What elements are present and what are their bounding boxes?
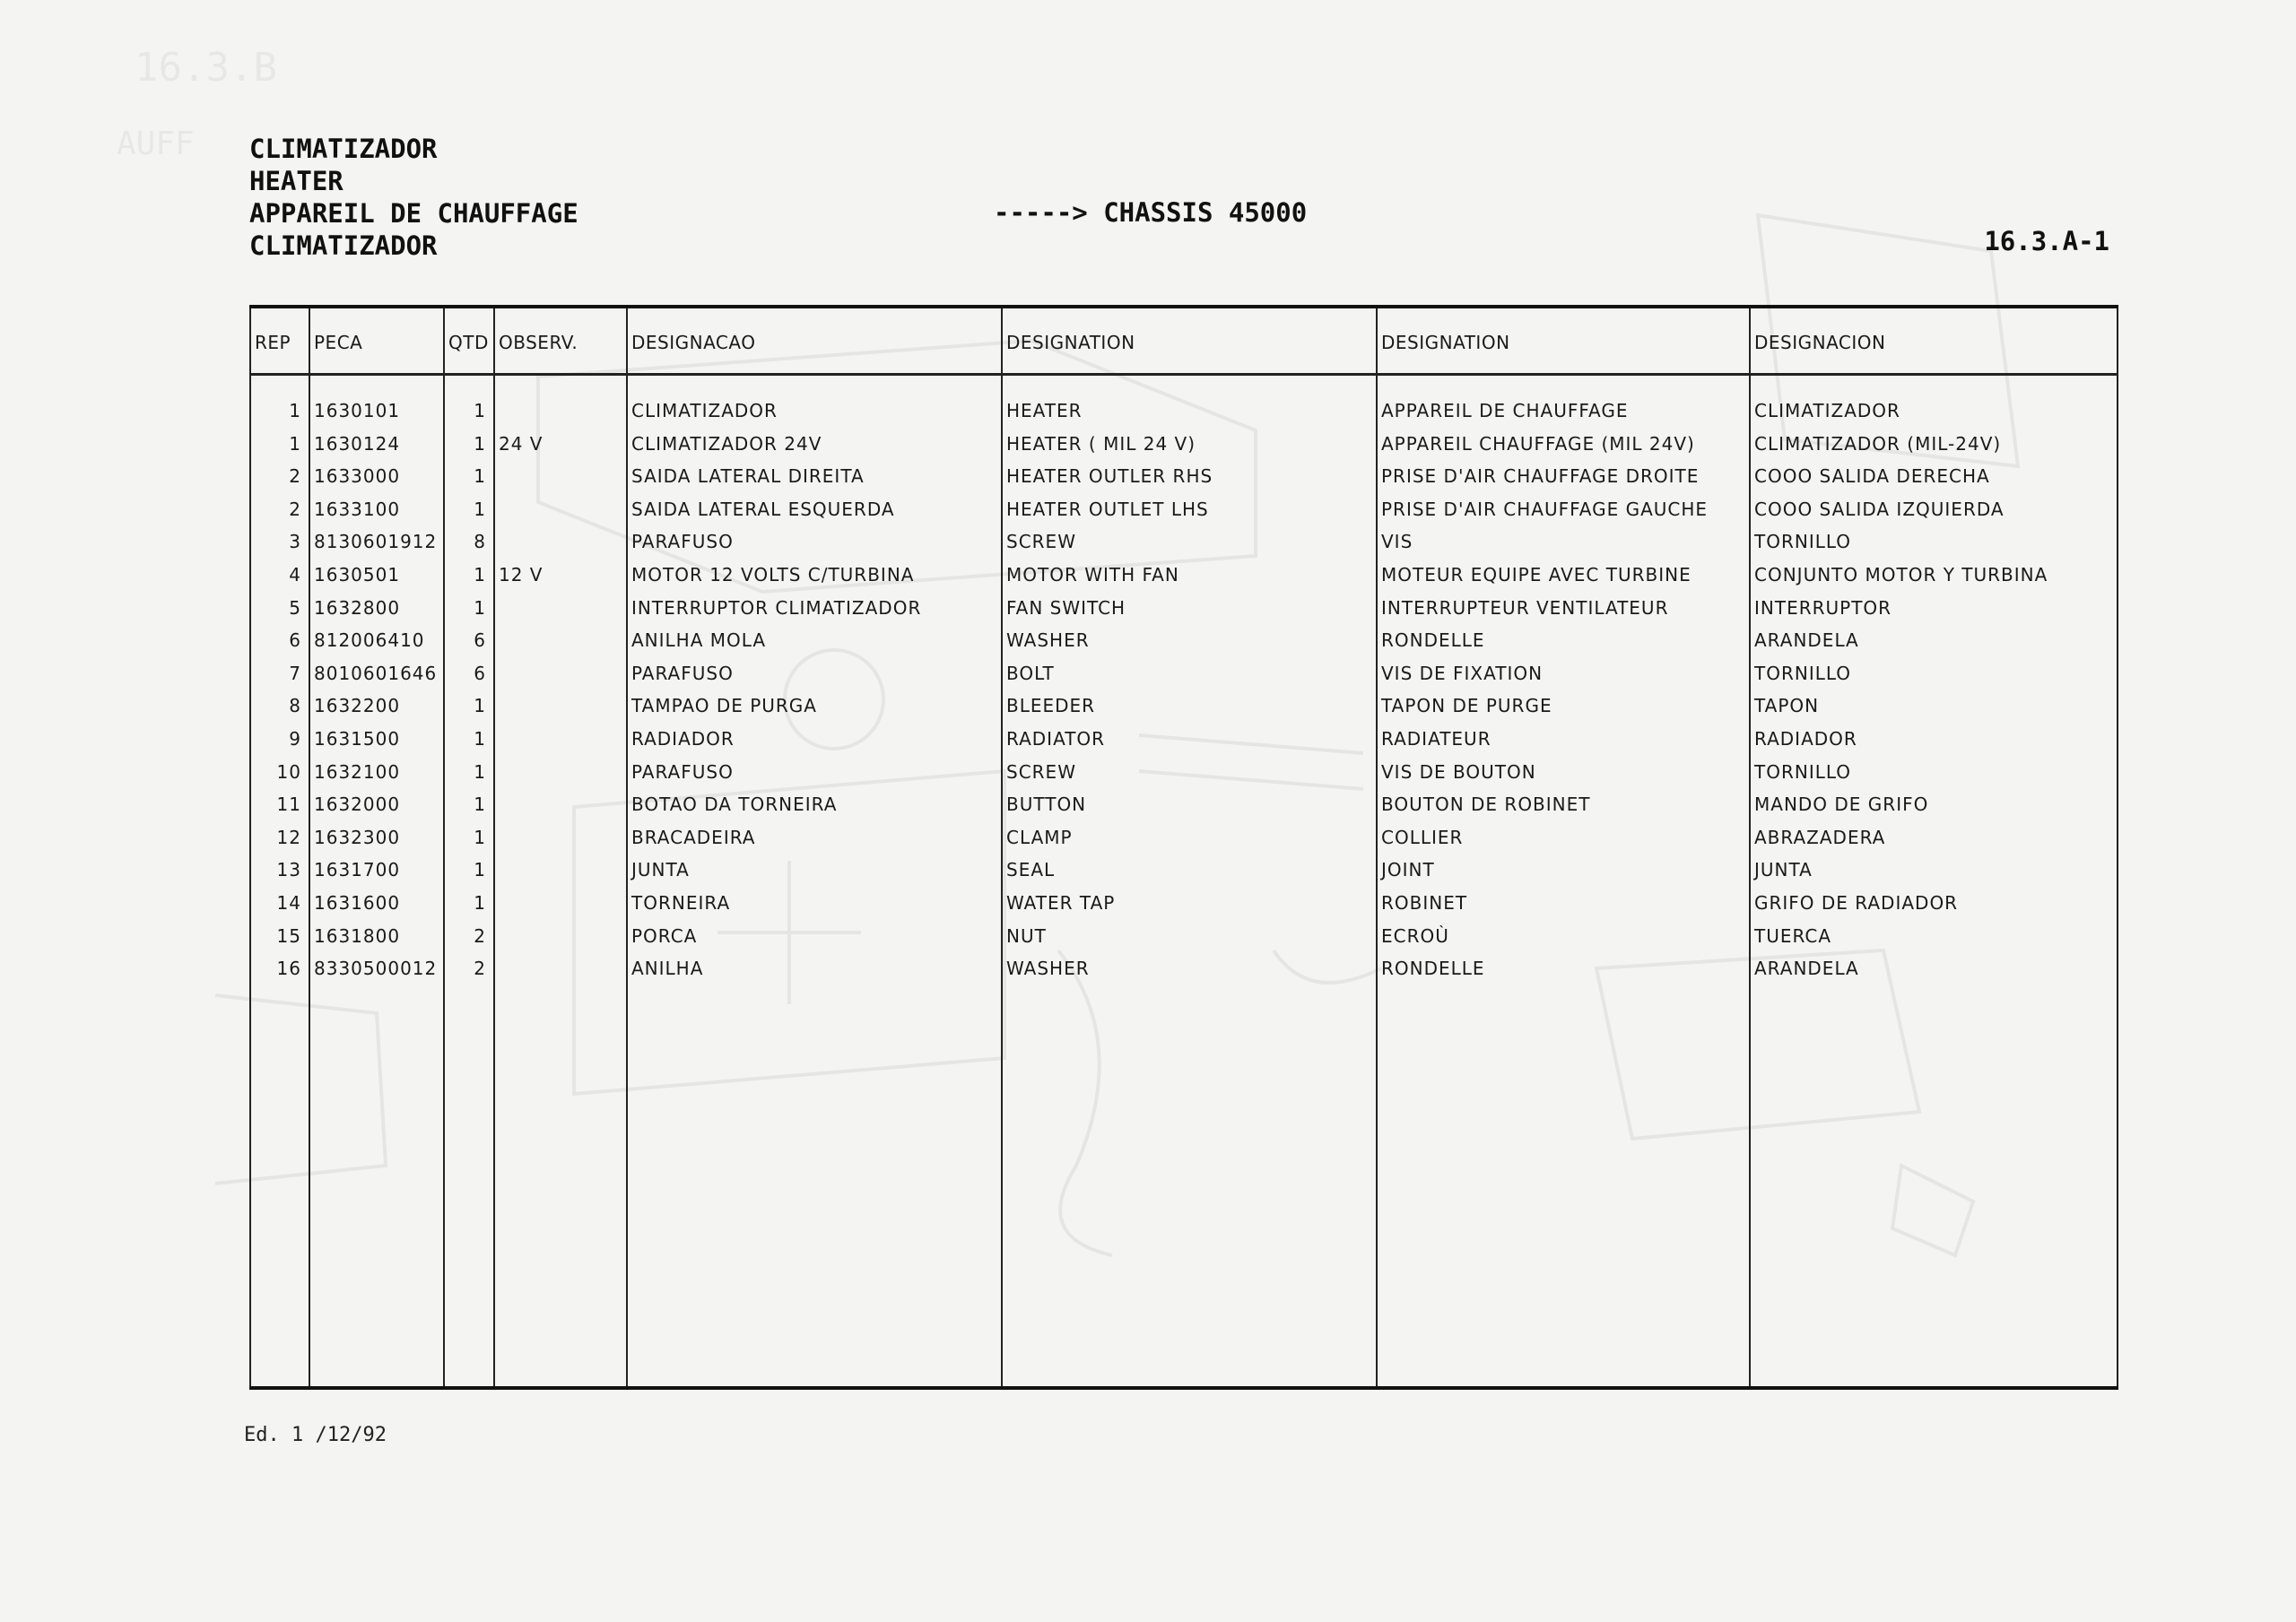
cell-designation-en: HEATER OUTLET LHS [1006,498,1209,520]
cell-qtd: 1 [474,728,486,750]
cell-peca: 1632200 [314,695,401,717]
cell-peca: 1631800 [314,924,401,947]
cell-designacion: CLIMATIZADOR (MIL-24V) [1754,432,2002,455]
cell-qtd: 1 [474,826,486,848]
column-divider [493,308,495,1386]
cell-designacao: PARAFUSO [631,662,734,684]
title-english: HEATER [249,166,344,196]
column-header-peca: PECA [314,332,363,353]
cell-designation-en: CLAMP [1006,826,1073,848]
cell-designation-fr: VIS DE FIXATION [1381,662,1544,684]
cell-qtd: 1 [474,498,486,520]
cell-designation-en: HEATER OUTLER RHS [1006,465,1213,488]
cell-peca: 1631700 [314,859,401,881]
cell-designacao: MOTOR 12 VOLTS C/TURBINA [631,564,915,585]
cell-designation-fr: RADIATEUR [1381,728,1492,750]
cell-rep: 9 [289,728,301,750]
cell-designacion: CLIMATIZADOR [1754,400,1900,421]
cell-designacao: PORCA [631,924,698,947]
cell-qtd: 6 [474,629,486,652]
cell-rep: 8 [289,695,301,717]
cell-designacion: TUERCA [1754,924,1832,947]
cell-designacao: INTERRUPTOR CLIMATIZADOR [631,596,922,619]
cell-peca: 1631500 [314,728,401,750]
cell-designacion: MANDO DE GRIFO [1754,794,1929,816]
cell-designation-en: BLEEDER [1006,695,1096,717]
cell-designation-fr: TAPON DE PURGE [1381,695,1552,717]
cell-rep: 16 [276,958,301,980]
cell-designacao: PARAFUSO [631,531,734,553]
cell-rep: 10 [276,760,301,783]
cell-designacao: ANILHA [631,958,704,980]
cell-designation-fr: PRISE D'AIR CHAUFFAGE GAUCHE [1381,498,1709,520]
cell-qtd: 2 [474,958,486,980]
cell-peca: 8130601912 [314,531,438,553]
cell-qtd: 1 [474,859,486,881]
cell-designacion: ARANDELA [1754,629,1859,652]
ghost-text-page-number: 16.3.B [135,45,277,91]
cell-designacao: BRACADEIRA [631,826,756,848]
cell-designation-fr: ECROÙ [1381,924,1449,947]
cell-designation-fr: PRISE D'AIR CHAUFFAGE DROITE [1381,465,1700,488]
column-divider [1749,308,1751,1386]
cell-qtd: 8 [474,531,486,553]
cell-qtd: 2 [474,924,486,947]
cell-peca: 1632000 [314,794,401,816]
document-titles [249,133,578,262]
cell-peca: 1630124 [314,432,401,455]
cell-qtd: 1 [474,564,486,585]
cell-designacao: ANILHA MOLA [631,629,767,652]
cell-designacion: ARANDELA [1754,958,1859,980]
column-header-rep: REP [255,332,291,353]
cell-peca: 8330500012 [314,958,438,980]
cell-rep: 14 [276,892,301,914]
cell-peca: 8010601646 [314,662,438,684]
cell-peca: 1632800 [314,596,401,619]
title-french: APPAREIL DE CHAUFFAGE [249,198,578,229]
cell-designacion: TORNILLO [1754,662,1852,684]
cell-designation-fr: APPAREIL CHAUFFAGE (MIL 24V) [1381,432,1695,455]
column-divider [2117,308,2118,1386]
parts-table [249,305,2118,1390]
cell-designacao: TORNEIRA [631,892,731,914]
cell-designacao: RADIADOR [631,728,735,750]
cell-rep: 15 [276,924,301,947]
cell-designacion: GRIFO DE RADIADOR [1754,892,1959,914]
cell-designation-en: BOLT [1006,662,1055,684]
cell-designation-fr: RONDELLE [1381,958,1485,980]
column-header-qtd: QTD [448,332,489,353]
cell-designacion: ABRAZADERA [1754,826,1886,848]
column-divider [309,308,310,1386]
cell-rep: 6 [289,629,301,652]
cell-peca: 1630101 [314,400,401,421]
column-header-observ: OBSERV. [499,332,578,353]
cell-rep: 4 [289,564,301,585]
cell-qtd: 1 [474,465,486,488]
cell-designacao: PARAFUSO [631,760,734,783]
cell-designation-fr: INTERRUPTEUR VENTILATEUR [1381,596,1669,619]
cell-designacion: TORNILLO [1754,760,1852,783]
chassis-reference: -----> CHASSIS 45000 [994,197,1308,228]
column-header-designation-en: DESIGNATION [1006,332,1135,353]
page-reference: 16.3.A-1 [1984,226,2109,256]
cell-designation-en: RADIATOR [1006,728,1106,750]
ghost-text-fragment: AUFF [117,126,195,162]
title-spanish: CLIMATIZADOR [249,230,438,261]
cell-designacion: JUNTA [1754,859,1813,881]
cell-designacion: COOO SALIDA IZQUIERDA [1754,498,2005,520]
cell-peca: 1632300 [314,826,401,848]
cell-designacion: TAPON [1754,695,1820,717]
cell-observ: 12 V [499,564,544,585]
cell-designacion: INTERRUPTOR [1754,596,1892,619]
cell-qtd: 1 [474,400,486,421]
cell-designacao: JUNTA [631,859,690,881]
cell-designation-en: WATER TAP [1006,892,1116,914]
edition-note: Ed. 1 /12/92 [244,1424,387,1446]
cell-designacion: CONJUNTO MOTOR Y TURBINA [1754,564,2048,585]
column-divider [626,308,628,1386]
cell-qtd: 1 [474,892,486,914]
cell-rep: 7 [289,662,301,684]
cell-designacion: COOO SALIDA DERECHA [1754,465,1990,488]
cell-peca: 1633100 [314,498,401,520]
cell-rep: 11 [276,794,301,816]
cell-rep: 3 [289,531,301,553]
cell-rep: 5 [289,596,301,619]
cell-designation-fr: MOTEUR EQUIPE AVEC TURBINE [1381,564,1692,585]
cell-peca: 1631600 [314,892,401,914]
column-header-designation-fr: DESIGNATION [1381,332,1510,353]
cell-qtd: 1 [474,596,486,619]
cell-designation-fr: BOUTON DE ROBINET [1381,794,1591,816]
cell-peca: 1632100 [314,760,401,783]
column-header-designacao: DESIGNACAO [631,332,756,353]
cell-designation-fr: VIS [1381,531,1413,553]
cell-rep: 1 [289,432,301,455]
cell-peca: 1633000 [314,465,401,488]
cell-qtd: 1 [474,432,486,455]
column-header-designacion: DESIGNACION [1754,332,1886,353]
cell-designacion: TORNILLO [1754,531,1852,553]
cell-designation-fr: COLLIER [1381,826,1464,848]
cell-designation-en: HEATER ( MIL 24 V) [1006,432,1196,455]
cell-designation-fr: RONDELLE [1381,629,1485,652]
column-divider [1376,308,1378,1386]
cell-designation-en: BUTTON [1006,794,1087,816]
cell-designation-en: WASHER [1006,958,1090,980]
cell-qtd: 1 [474,695,486,717]
cell-designacao: CLIMATIZADOR 24V [631,432,822,455]
cell-designation-fr: VIS DE BOUTON [1381,760,1536,783]
cell-rep: 1 [289,400,301,421]
cell-designation-fr: APPAREIL DE CHAUFFAGE [1381,400,1629,421]
cell-designation-en: HEATER [1006,400,1083,421]
column-divider [1001,308,1003,1386]
cell-rep: 2 [289,498,301,520]
cell-designation-en: MOTOR WITH FAN [1006,564,1179,585]
title-portuguese: CLIMATIZADOR [249,134,438,164]
cell-rep: 13 [276,859,301,881]
cell-peca: 1630501 [314,564,401,585]
cell-rep: 12 [276,826,301,848]
cell-qtd: 6 [474,662,486,684]
cell-qtd: 1 [474,760,486,783]
cell-designation-fr: ROBINET [1381,892,1468,914]
cell-observ: 24 V [499,432,544,455]
header-rule [249,373,2118,376]
cell-designacao: SAIDA LATERAL ESQUERDA [631,498,895,520]
cell-designation-en: SEAL [1006,859,1056,881]
cell-designacao: SAIDA LATERAL DIREITA [631,465,865,488]
cell-peca: 812006410 [314,629,425,652]
cell-designacao: CLIMATIZADOR [631,400,778,421]
cell-designacao: BOTAO DA TORNEIRA [631,794,838,816]
cell-rep: 2 [289,465,301,488]
cell-designation-en: WASHER [1006,629,1090,652]
cell-designation-en: SCREW [1006,531,1076,553]
cell-designacao: TAMPAO DE PURGA [631,695,817,717]
cell-designacion: RADIADOR [1754,728,1857,750]
cell-qtd: 1 [474,794,486,816]
cell-designation-en: SCREW [1006,760,1076,783]
cell-designation-fr: JOINT [1381,859,1435,881]
cell-designation-en: FAN SWITCH [1006,596,1126,619]
cell-designation-en: NUT [1006,924,1047,947]
